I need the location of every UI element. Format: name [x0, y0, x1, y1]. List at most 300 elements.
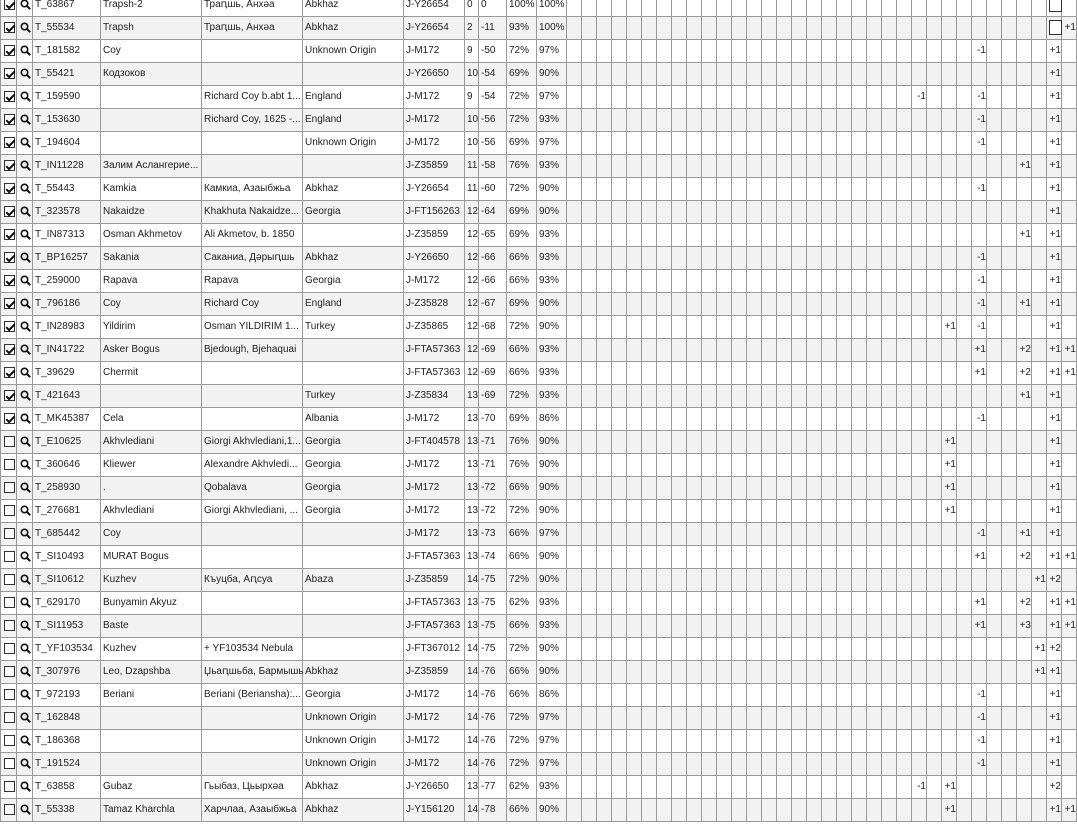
- marker-cell: [987, 40, 1002, 63]
- marker-diff: +3: [1019, 620, 1031, 631]
- view-kit-button[interactable]: [20, 735, 31, 746]
- marker-cell: [1002, 707, 1017, 730]
- view-kit-button[interactable]: [20, 482, 31, 493]
- marker-cell: [777, 201, 792, 224]
- table-row[interactable]: [1, 500, 1077, 523]
- row-checkbox[interactable]: [4, 689, 15, 700]
- surname-cell: [101, 132, 202, 155]
- kit-id-cell[interactable]: T_BP16257: [33, 247, 101, 270]
- row-checkbox[interactable]: [4, 597, 15, 608]
- table-row[interactable]: [1, 638, 1077, 661]
- view-kit-button[interactable]: [20, 597, 31, 608]
- marker-cell: [837, 109, 852, 132]
- kit-id-cell[interactable]: T_55338: [33, 799, 101, 822]
- marker-cell: [837, 615, 852, 638]
- row-checkbox[interactable]: [4, 114, 15, 125]
- marker-cell: [957, 178, 972, 201]
- kit-id-cell[interactable]: T_SI10612: [33, 569, 101, 592]
- marker-cell: [612, 799, 627, 822]
- table-row[interactable]: [1, 661, 1077, 684]
- row-checkbox[interactable]: [4, 160, 15, 171]
- marker-diff: +2: [1019, 597, 1031, 608]
- marker-cell: [612, 638, 627, 661]
- view-kit-button[interactable]: [20, 183, 31, 194]
- marker-cell: [627, 431, 642, 454]
- row-checkbox[interactable]: [4, 252, 15, 263]
- row-checkbox[interactable]: [4, 367, 15, 378]
- table-row[interactable]: [1, 431, 1077, 454]
- marker-cell: [642, 707, 657, 730]
- marker-cell: [867, 592, 882, 615]
- marker-cell: [732, 155, 747, 178]
- confidence-cell: 93%: [537, 615, 567, 638]
- view-kit-button[interactable]: [20, 620, 31, 631]
- marker-cell: [702, 615, 717, 638]
- marker-cell: [1047, 500, 1062, 523]
- row-checkbox[interactable]: [4, 781, 15, 792]
- kit-id-cell[interactable]: T_258930: [33, 477, 101, 500]
- marker-cell: [582, 454, 597, 477]
- kit-id-cell[interactable]: T_IN28983: [33, 316, 101, 339]
- marker-cell: [822, 799, 837, 822]
- kit-id-cell[interactable]: T_276681: [33, 500, 101, 523]
- row-checkbox[interactable]: [4, 91, 15, 102]
- kit-id-cell[interactable]: T_55443: [33, 178, 101, 201]
- view-kit-button[interactable]: [20, 137, 31, 148]
- row-checkbox[interactable]: [4, 298, 15, 309]
- row-checkbox[interactable]: [4, 22, 15, 33]
- table-row[interactable]: [1, 247, 1077, 270]
- view-cell: [17, 86, 33, 109]
- marker-cell: [747, 247, 762, 270]
- marker-cell: [702, 477, 717, 500]
- marker-cell: [822, 776, 837, 799]
- view-kit-button[interactable]: [20, 252, 31, 263]
- row-checkbox[interactable]: [4, 712, 15, 723]
- marker-cell: [927, 569, 942, 592]
- marker-cell: [972, 500, 987, 523]
- row-checkbox[interactable]: [4, 321, 15, 332]
- kit-id-cell[interactable]: T_972193: [33, 684, 101, 707]
- row-checkbox[interactable]: [4, 344, 15, 355]
- name-cell: Камкиа, Азаыбжьа: [202, 178, 303, 201]
- row-checkbox[interactable]: [4, 436, 15, 447]
- marker-cell: [792, 546, 807, 569]
- marker-cell: [912, 799, 927, 822]
- table-row[interactable]: [1, 63, 1077, 86]
- kit-id-cell[interactable]: T_55534: [33, 17, 101, 40]
- marker-cell: [792, 431, 807, 454]
- marker-cell: [1062, 270, 1077, 293]
- marker-cell: [657, 730, 672, 753]
- match-percent-cell: 66%: [507, 684, 537, 707]
- magnifier-icon: [20, 275, 31, 286]
- row-checkbox[interactable]: [4, 183, 15, 194]
- name-cell: Osman YILDIRIM 1...: [202, 316, 303, 339]
- view-kit-button[interactable]: [20, 22, 31, 33]
- marker-cell: [822, 408, 837, 431]
- table-row[interactable]: [1, 40, 1077, 63]
- kit-id-cell[interactable]: T_259000: [33, 270, 101, 293]
- marker-cell: [627, 63, 642, 86]
- view-kit-button[interactable]: [20, 758, 31, 769]
- confidence-cell: 90%: [537, 546, 567, 569]
- table-row[interactable]: [1, 0, 1077, 17]
- table-row[interactable]: [1, 523, 1077, 546]
- marker-cell: [627, 661, 642, 684]
- marker-cell: [582, 707, 597, 730]
- row-checkbox[interactable]: [4, 206, 15, 217]
- marker-cell: [897, 63, 912, 86]
- confidence-cell: 86%: [537, 684, 567, 707]
- marker-cell: [732, 477, 747, 500]
- kit-id-cell[interactable]: T_186368: [33, 730, 101, 753]
- table-row[interactable]: [1, 615, 1077, 638]
- marker-cell: [642, 270, 657, 293]
- view-kit-button[interactable]: [20, 666, 31, 677]
- score-cell: -73: [479, 523, 507, 546]
- marker-cell: [642, 431, 657, 454]
- view-kit-button[interactable]: [20, 689, 31, 700]
- kit-id-cell[interactable]: T_360646: [33, 454, 101, 477]
- view-kit-button[interactable]: [20, 390, 31, 401]
- view-kit-button[interactable]: [20, 275, 31, 286]
- marker-cell: [897, 638, 912, 661]
- kit-id-cell[interactable]: T_307976: [33, 661, 101, 684]
- marker-cell: [972, 385, 987, 408]
- marker-cell: [672, 500, 687, 523]
- table-row[interactable]: [1, 293, 1077, 316]
- view-cell: [17, 707, 33, 730]
- table-row[interactable]: [1, 339, 1077, 362]
- row-checkbox[interactable]: [4, 505, 15, 516]
- marker-cell: [882, 408, 897, 431]
- row-checkbox[interactable]: [4, 68, 15, 79]
- kit-id-cell[interactable]: T_153630: [33, 109, 101, 132]
- view-kit-button[interactable]: [20, 206, 31, 217]
- kit-id-cell[interactable]: T_IN11228: [33, 155, 101, 178]
- table-row[interactable]: [1, 362, 1077, 385]
- view-kit-button[interactable]: [20, 551, 31, 562]
- marker-cell: [822, 86, 837, 109]
- marker-cell: [792, 799, 807, 822]
- kit-id-cell[interactable]: T_162848: [33, 707, 101, 730]
- kit-id-cell[interactable]: T_IN87313: [33, 224, 101, 247]
- view-kit-button[interactable]: [20, 804, 31, 815]
- kit-id-cell[interactable]: T_IN41722: [33, 339, 101, 362]
- marker-cell: [1047, 408, 1062, 431]
- row-checkbox[interactable]: [4, 0, 15, 10]
- table-row[interactable]: [1, 546, 1077, 569]
- marker-cell: [792, 270, 807, 293]
- kit-id-cell[interactable]: T_159590: [33, 86, 101, 109]
- table-row[interactable]: [1, 454, 1077, 477]
- row-checkbox[interactable]: [4, 229, 15, 240]
- view-kit-button[interactable]: [20, 298, 31, 309]
- marker-cell: [597, 224, 612, 247]
- haplogroup-cell: J-Z35859: [404, 224, 465, 247]
- marker-cell: [582, 477, 597, 500]
- row-checkbox[interactable]: [4, 482, 15, 493]
- select-cell: [1, 707, 17, 730]
- select-cell: [1, 500, 17, 523]
- row-checkbox[interactable]: [4, 413, 15, 424]
- view-kit-button[interactable]: [20, 436, 31, 447]
- marker-cell: [732, 569, 747, 592]
- view-kit-button[interactable]: [20, 114, 31, 125]
- marker-cell: [657, 316, 672, 339]
- match-percent-cell: 66%: [507, 339, 537, 362]
- marker-cell: [762, 799, 777, 822]
- marker-cell: [702, 454, 717, 477]
- kit-id-cell[interactable]: T_SI11953: [33, 615, 101, 638]
- marker-cell: [702, 523, 717, 546]
- magnifier-icon: [20, 0, 31, 10]
- marker-cell: [1047, 454, 1062, 477]
- marker-cell: [987, 0, 1002, 17]
- marker-cell: [957, 477, 972, 500]
- marker-cell: [597, 753, 612, 776]
- marker-cell: [987, 247, 1002, 270]
- view-kit-button[interactable]: [20, 45, 31, 56]
- match-percent-cell: 66%: [507, 799, 537, 822]
- table-row[interactable]: [1, 224, 1077, 247]
- view-kit-button[interactable]: [20, 344, 31, 355]
- marker-cell: [597, 431, 612, 454]
- table-row[interactable]: [1, 799, 1077, 822]
- kit-id-cell[interactable]: T_194604: [33, 132, 101, 155]
- row-checkbox[interactable]: [4, 551, 15, 562]
- marker-cell: [597, 293, 612, 316]
- row-checkbox[interactable]: [4, 804, 15, 815]
- kit-id-cell[interactable]: T_181582: [33, 40, 101, 63]
- marker-diff: -1: [977, 528, 986, 539]
- confidence-cell: 97%: [537, 86, 567, 109]
- row-checkbox[interactable]: [4, 574, 15, 585]
- magnifier-icon: [20, 482, 31, 493]
- score-cell: -76: [479, 684, 507, 707]
- table-row[interactable]: [1, 132, 1077, 155]
- table-row[interactable]: [1, 684, 1077, 707]
- marker-cell: [627, 316, 642, 339]
- row-checkbox[interactable]: [4, 643, 15, 654]
- view-kit-button[interactable]: [20, 413, 31, 424]
- view-kit-button[interactable]: [20, 0, 31, 10]
- table-row[interactable]: [1, 201, 1077, 224]
- table-row[interactable]: [1, 155, 1077, 178]
- marker-cell: [567, 362, 582, 385]
- view-kit-button[interactable]: [20, 574, 31, 585]
- haplogroup-cell: J-M172: [404, 132, 465, 155]
- marker-cell: [582, 730, 597, 753]
- marker-cell: [612, 523, 627, 546]
- surname-cell: Nakaidze: [101, 201, 202, 224]
- view-kit-button[interactable]: [20, 712, 31, 723]
- view-cell: [17, 546, 33, 569]
- marker-cell: [867, 799, 882, 822]
- haplogroup-cell: J-M172: [404, 40, 465, 63]
- kit-id-cell[interactable]: T_629170: [33, 592, 101, 615]
- select-cell: [1, 776, 17, 799]
- marker-cell: [567, 661, 582, 684]
- view-kit-button[interactable]: [20, 367, 31, 378]
- marker-cell: [897, 592, 912, 615]
- marker-cell: [747, 408, 762, 431]
- row-checkbox[interactable]: [4, 275, 15, 286]
- row-checkbox[interactable]: [4, 459, 15, 470]
- marker-cell: [1017, 500, 1032, 523]
- table-row[interactable]: [1, 730, 1077, 753]
- surname-cell: Кодзоков: [101, 63, 202, 86]
- table-row[interactable]: [1, 707, 1077, 730]
- marker-cell: [717, 201, 732, 224]
- view-kit-button[interactable]: [20, 160, 31, 171]
- kit-id-cell[interactable]: T_55421: [33, 63, 101, 86]
- marker-cell: [687, 730, 702, 753]
- marker-cell: [657, 408, 672, 431]
- marker-diff: +1: [1049, 436, 1061, 447]
- marker-cell: [567, 201, 582, 224]
- view-kit-button[interactable]: [20, 528, 31, 539]
- table-row[interactable]: [1, 569, 1077, 592]
- marker-cell: [897, 132, 912, 155]
- marker-cell: [987, 132, 1002, 155]
- view-kit-button[interactable]: [20, 781, 31, 792]
- marker-cell: [687, 40, 702, 63]
- score-cell: -56: [479, 132, 507, 155]
- marker-cell: [807, 799, 822, 822]
- table-row[interactable]: [1, 17, 1077, 40]
- row-checkbox[interactable]: [4, 45, 15, 56]
- kit-id-cell[interactable]: T_421643: [33, 385, 101, 408]
- score-cell: -69: [479, 362, 507, 385]
- table-row[interactable]: [1, 776, 1077, 799]
- marker-diff: +1: [1049, 597, 1061, 608]
- kit-id-cell[interactable]: T_685442: [33, 523, 101, 546]
- kit-id-cell[interactable]: T_63867: [33, 0, 101, 17]
- marker-cell: [897, 40, 912, 63]
- table-row[interactable]: [1, 86, 1077, 109]
- kit-id-cell[interactable]: T_E10625: [33, 431, 101, 454]
- marker-cell: [1047, 270, 1062, 293]
- marker-cell: [897, 155, 912, 178]
- row-checkbox[interactable]: [4, 137, 15, 148]
- marker-cell: [807, 408, 822, 431]
- confidence-cell: 90%: [537, 661, 567, 684]
- marker-cell: [912, 339, 927, 362]
- marker-cell: [882, 799, 897, 822]
- marker-cell: [747, 454, 762, 477]
- table-row[interactable]: [1, 316, 1077, 339]
- marker-cell: [732, 776, 747, 799]
- marker-cell: [1017, 454, 1032, 477]
- score-cell: -65: [479, 224, 507, 247]
- marker-cell: [882, 385, 897, 408]
- row-checkbox[interactable]: [4, 735, 15, 746]
- marker-cell: [627, 201, 642, 224]
- kit-id-cell[interactable]: T_MK45387: [33, 408, 101, 431]
- view-cell: [17, 408, 33, 431]
- surname-cell: [101, 385, 202, 408]
- marker-diff: +1: [1049, 160, 1061, 171]
- marker-diff: +1: [1049, 298, 1061, 309]
- magnifier-icon: [20, 505, 31, 516]
- view-kit-button[interactable]: [20, 68, 31, 79]
- table-row[interactable]: [1, 477, 1077, 500]
- marker-cell: [612, 178, 627, 201]
- name-cell: Khakhuta Nakaidze...: [202, 201, 303, 224]
- view-kit-button[interactable]: [20, 643, 31, 654]
- row-checkbox[interactable]: [4, 528, 15, 539]
- select-cell: [1, 293, 17, 316]
- view-kit-button[interactable]: [20, 321, 31, 332]
- view-kit-button[interactable]: [20, 229, 31, 240]
- marker-cell: [627, 730, 642, 753]
- marker-cell: [762, 362, 777, 385]
- marker-cell: [597, 638, 612, 661]
- marker-diff: +1: [1049, 344, 1061, 355]
- marker-cell: [912, 431, 927, 454]
- marker-cell: [672, 178, 687, 201]
- marker-cell: [777, 155, 792, 178]
- marker-cell: [927, 178, 942, 201]
- kit-id-cell[interactable]: T_YF103534: [33, 638, 101, 661]
- marker-cell: [927, 40, 942, 63]
- haplogroup-cell: J-Y26650: [404, 63, 465, 86]
- marker-cell: [852, 385, 867, 408]
- view-kit-button[interactable]: [20, 91, 31, 102]
- distance-cell: 12: [465, 316, 479, 339]
- kit-id-cell[interactable]: T_39629: [33, 362, 101, 385]
- kit-id-cell[interactable]: T_191524: [33, 753, 101, 776]
- marker-cell: [1002, 799, 1017, 822]
- marker-cell: [1032, 362, 1047, 385]
- row-checkbox[interactable]: [4, 758, 15, 769]
- table-row[interactable]: [1, 385, 1077, 408]
- row-checkbox[interactable]: [4, 620, 15, 631]
- kit-id-cell[interactable]: T_796186: [33, 293, 101, 316]
- kit-id-cell[interactable]: T_SI10493: [33, 546, 101, 569]
- row-checkbox[interactable]: [4, 390, 15, 401]
- marker-cell: [567, 638, 582, 661]
- view-kit-button[interactable]: [20, 459, 31, 470]
- table-row[interactable]: [1, 178, 1077, 201]
- marker-cell: [1002, 362, 1017, 385]
- kit-id-cell[interactable]: T_63858: [33, 776, 101, 799]
- table-row[interactable]: [1, 270, 1077, 293]
- table-row[interactable]: [1, 592, 1077, 615]
- marker-cell: [1017, 0, 1032, 17]
- marker-diff: -1: [977, 689, 986, 700]
- confidence-cell: 90%: [537, 638, 567, 661]
- marker-cell: [852, 17, 867, 40]
- marker-cell: [987, 431, 1002, 454]
- row-checkbox[interactable]: [4, 666, 15, 677]
- marker-cell: [987, 155, 1002, 178]
- marker-cell: [702, 385, 717, 408]
- table-row[interactable]: [1, 408, 1077, 431]
- marker-cell: [1062, 293, 1077, 316]
- view-kit-button[interactable]: [20, 505, 31, 516]
- marker-cell: [807, 684, 822, 707]
- name-cell: Bjedough, Bjehaquai: [202, 339, 303, 362]
- marker-cell: [957, 339, 972, 362]
- marker-cell: [627, 569, 642, 592]
- kit-id-cell[interactable]: T_323578: [33, 201, 101, 224]
- marker-cell: [762, 500, 777, 523]
- table-row[interactable]: [1, 109, 1077, 132]
- table-row[interactable]: [1, 753, 1077, 776]
